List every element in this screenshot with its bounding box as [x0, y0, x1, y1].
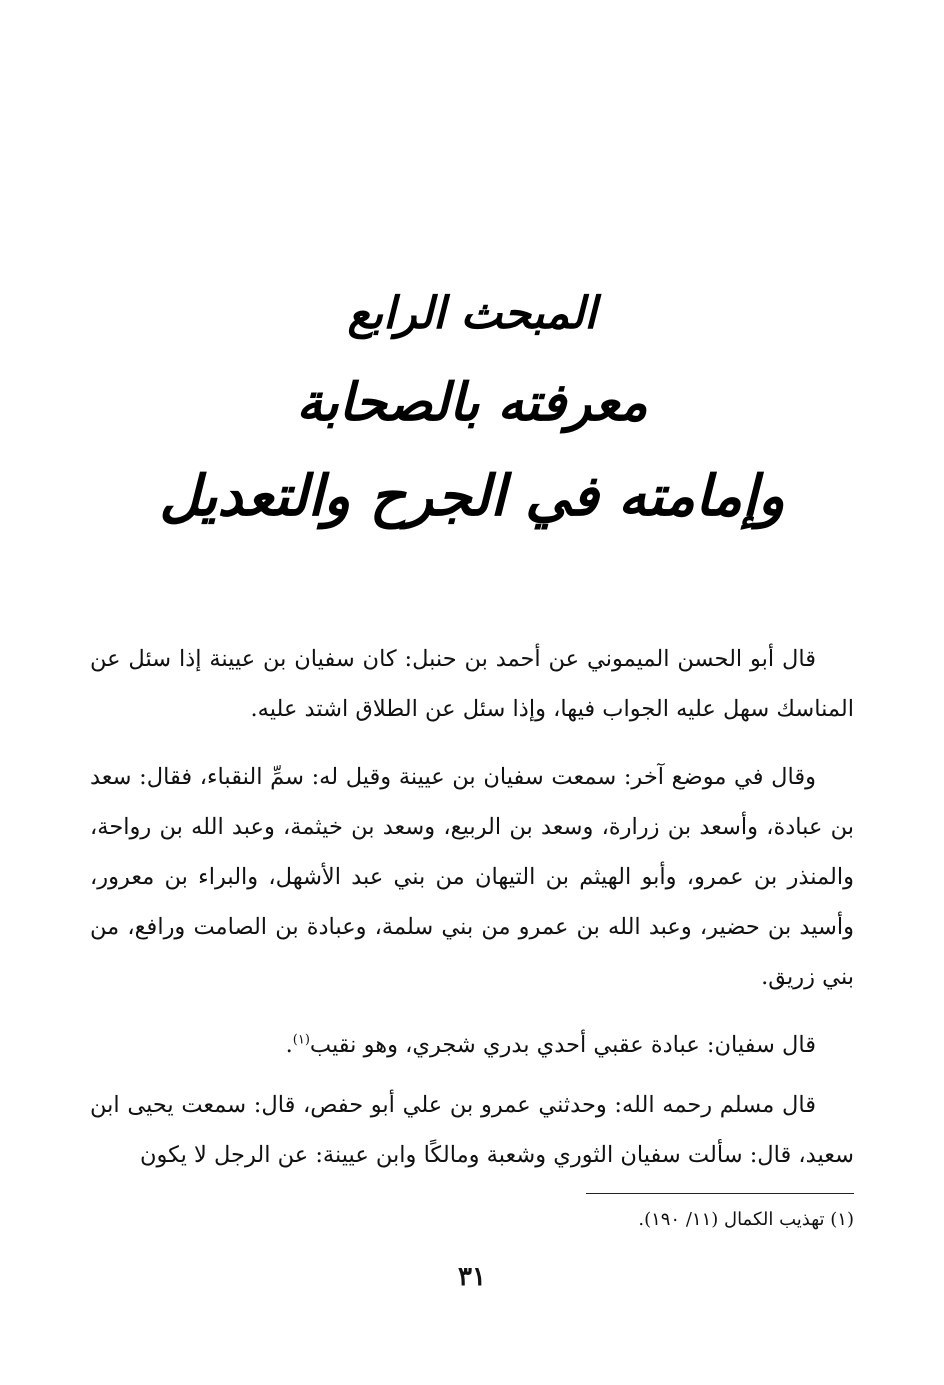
paragraph-2: وقال في موضع آخر: سمعت سفيان بن عيينة وقيل له: سمِّ النقباء، فقال: سعد بن عبادة، وأسعد بن زرارة، وسعد بن الربيع، وسعد بن خيثمة، وعبد الله بن رواحة، والمنذر بن عمرو، وأبو الهيثم بن التيهان من بني عبد الأشهل، والبراء بن معرور، وأسيد بن حضير، وعبد الله بن عمرو من بني سلمة، وعبادة بن الصامت ورافع، من بني زريق. [90, 764, 854, 990]
paragraph-4: قال مسلم رحمه الله: وحدثني عمرو بن علي أبو حفص، قال: سمعت يحيى ابن سعيد، قال: سألت سفيان الثوري وشعبة ومالكًا وابن عيينة: عن الرجل لا يكون [90, 1092, 854, 1168]
paragraph-3-text: قال سفيان: عبادة عقبي أحدي بدري شجري، وهو نقيب [309, 1032, 816, 1058]
body-text [90, 634, 854, 1198]
footnote-divider [586, 1193, 854, 1194]
paragraph-1: قال أبو الحسن الميموني عن أحمد بن حنبل: كان سفيان بن عيينة إذا سئل عن المناسك سهل عليه الجواب فيها، وإذا سئل عن الطلاق اشتد عليه. [90, 646, 854, 722]
paragraph-3: قال سفيان: عبادة عقبي أحدي بدري شجري، وهو نقيب$^{(١)}$. [285, 1032, 816, 1058]
section-subtitle: وإمامته في الجرح والتعديل [159, 462, 785, 529]
footnote: (١) تهذيب الكمال (١١/ ١٩٠). [638, 1209, 854, 1230]
section-title: معرفته بالصحابة [296, 372, 648, 434]
footnote-reference: (١) [292, 1032, 310, 1048]
section-heading: المبحث الرابع [347, 288, 597, 339]
page-number: ٣١ [458, 1262, 486, 1292]
chapter-titles [120, 290, 824, 527]
